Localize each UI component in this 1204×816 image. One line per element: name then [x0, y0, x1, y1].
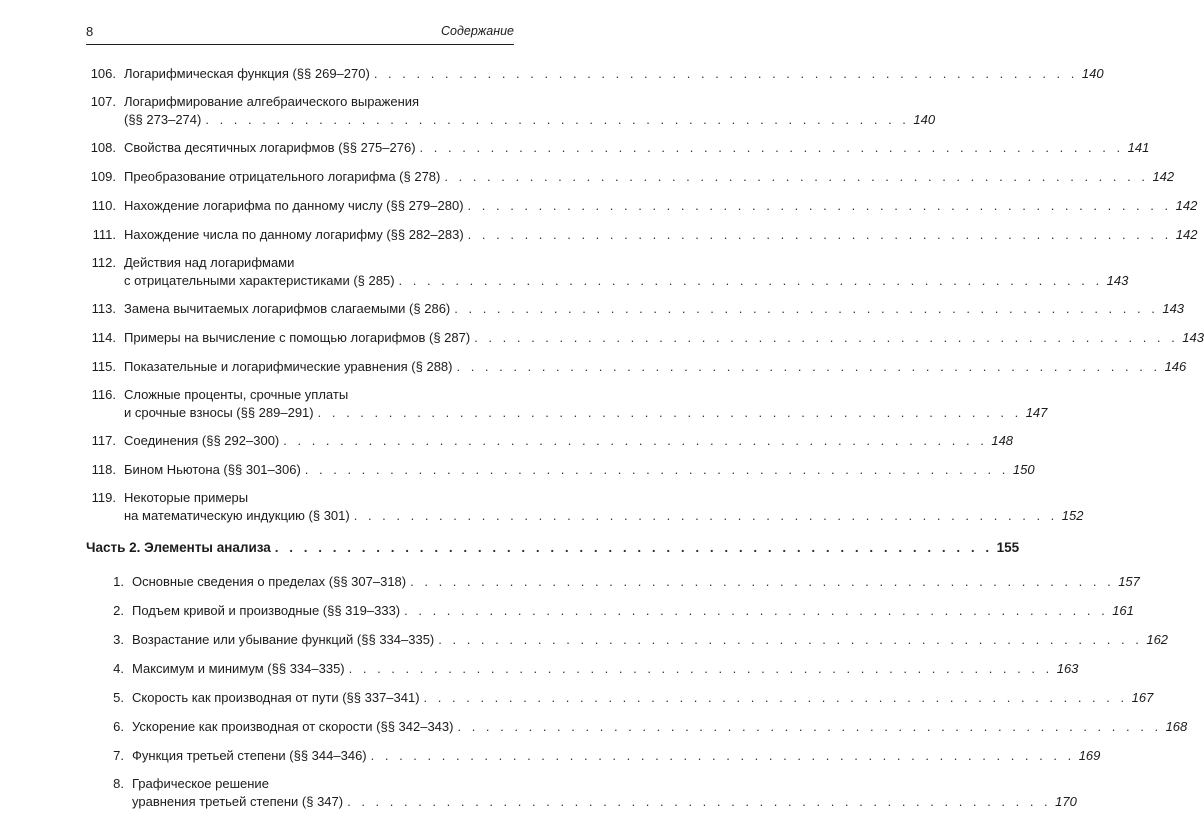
- entry-title-continued: уравнения третьей степени (§ 347): [132, 794, 344, 809]
- entry-page: 142: [1175, 198, 1198, 213]
- entry-page: 148: [991, 433, 1014, 448]
- leader-dots: . . . . . . . . . . . . . . . . . . . . . . . . . . . . . . . . . . . . . . . . . . . . . . . . . .: [419, 140, 1124, 155]
- entry-title: Примеры на вычисление с помощью логарифмов (§ 287): [124, 330, 471, 345]
- toc-sub-entry: [86, 742, 1101, 771]
- toc-sub-entry: [86, 597, 1134, 626]
- entry-title: Максимум и минимум (§§ 334–335): [132, 661, 345, 676]
- entry-page: 143: [1162, 301, 1185, 316]
- entry-title: Ускорение как производная от скорости (§§ 342–343): [132, 719, 454, 734]
- leader-dots: . . . . . . . . . . . . . . . . . . . . . . . . . . . . . . . . . . . . . . . . . . . . . . . . . .: [423, 690, 1128, 705]
- entry-title: Соединения (§§ 292–300): [124, 433, 280, 448]
- entry-title: Свойства десятичных логарифмов (§§ 275–276): [124, 140, 416, 155]
- leader-dots: . . . . . . . . . . . . . . . . . . . . . . . . . . . . . . . . . . . . . . . . . . . . . . . . . .: [444, 169, 1149, 184]
- toc-entry: [86, 134, 1150, 163]
- toc-sub-entry: [86, 771, 1077, 816]
- entry-title-continued: на математическую индукцию (§ 301): [124, 508, 350, 523]
- table-of-contents: [86, 60, 1204, 816]
- entry-title: Основные сведения о пределах (§§ 307–318): [132, 574, 407, 589]
- toc-entry: [86, 250, 1129, 295]
- entry-number: 118.: [91, 462, 116, 477]
- entry-title-continued: и срочные взносы (§§ 289–291): [124, 405, 314, 420]
- leader-dots: . . . . . . . . . . . . . . . . . . . . . . . . . . . . . . . . . . . . . . . . . . . . . . . . . .: [398, 273, 1103, 288]
- leader-dots: . . . . . . . . . . . . . . . . . . . . . . . . . . . . . . . . . . . . . . . . . . . . . . . . . .: [474, 330, 1179, 345]
- leader-dots: . . . . . . . . . . . . . . . . . . . . . . . . . . . . . . . . . . . . . . . . . . . . . . . . . .: [283, 433, 988, 448]
- toc-entry: [86, 163, 1175, 192]
- entry-page: 169: [1078, 748, 1101, 763]
- part-page: 155: [996, 540, 1020, 555]
- entry-page: 142: [1152, 169, 1175, 184]
- entry-page: 147: [1025, 405, 1048, 420]
- entry-page: 142: [1175, 227, 1198, 242]
- entry-number: 119.: [91, 490, 116, 505]
- leader-dots: . . . . . . . . . . . . . . . . . . . . . . . . . . . . . . . . . . . . . . . . . . . . . . . . . .: [347, 794, 1052, 809]
- leader-dots: . . . . . . . . . . . . . . . . . . . . . . . . . . . . . . . . . . . . . . . . . . . . . . . . . .: [454, 301, 1159, 316]
- leader-dots: . . . . . . . . . . . . . . . . . . . . . . . . . . . . . . . . . . . . . . . . . . . . . . . . . .: [353, 508, 1058, 523]
- toc-entry: [86, 89, 936, 134]
- toc-entry: [86, 427, 1014, 456]
- toc-sub-entry: [86, 684, 1154, 713]
- entry-page: 167: [1131, 690, 1154, 705]
- entry-page: 143: [1182, 330, 1204, 345]
- entry-number: 109.: [90, 169, 116, 184]
- leader-dots: . . . . . . . . . . . . . . . . . . . . . . . . . . . . . . . . . . . . . . . . . . . . . . . . . .: [205, 112, 910, 127]
- entry-title: Логарифмическая функция (§§ 269–270): [124, 66, 370, 81]
- entry-title: Подъем кривой и производные (§§ 319–333): [132, 603, 401, 618]
- leader-dots: . . . . . . . . . . . . . . . . . . . . . . . . . . . . . . . . . . . . . . . . . . . . . . . . . .: [317, 405, 1022, 420]
- leader-dots: . . . . . . . . . . . . . . . . . . . . . . . . . . . . . . . . . . . . . . . . . . . . . . . . . .: [373, 66, 1078, 81]
- toc-entry: [86, 324, 1204, 353]
- entry-number: 108.: [90, 140, 116, 155]
- entry-title: Нахождение логарифма по данному числу (§§ 279–280): [124, 198, 464, 213]
- part-title: Часть 2. Элементы анализа: [86, 540, 271, 555]
- entry-page: 143: [1106, 273, 1129, 288]
- leader-dots: . . . . . . . . . . . . . . . . . . . . . . . . . . . . . . . . . . . . . . . . . . . . . . . . . .: [467, 198, 1172, 213]
- entry-number: 7.: [113, 748, 124, 763]
- entry-number: 3.: [113, 632, 124, 647]
- entry-number: 2.: [113, 603, 124, 618]
- entry-title: Нахождение числа по данному логарифму (§§ 282–283): [124, 227, 464, 242]
- leader-dots: . . . . . . . . . . . . . . . . . . . . . . . . . . . . . . . . . . . . . . . . . . . . . . . . . .: [438, 632, 1143, 647]
- toc-sub-entry: [86, 626, 1169, 655]
- toc-entry: [86, 353, 1187, 382]
- entry-number: 117.: [91, 433, 116, 448]
- entry-title: Функция третьей степени (§§ 344–346): [132, 748, 367, 763]
- entry-page: 141: [1127, 140, 1150, 155]
- toc-entry: [86, 60, 1104, 89]
- entry-number: 5.: [113, 690, 124, 705]
- leader-dots: . . . . . . . . . . . . . . . . . . . . . . . . . . . . . . . . . . . . . . . . . . . . . . . . . .: [370, 748, 1075, 763]
- entry-page: 140: [1081, 66, 1104, 81]
- toc-sub-entry: [86, 655, 1079, 684]
- leader-dots: . . . . . . . . . . . . . . . . . . . . . . . . . . . . . . . . . . . . . . . . . . . . . . . . . .: [274, 540, 993, 555]
- entry-title: Возрастание или убывание функций (§§ 334–335): [132, 632, 435, 647]
- entry-number: 116.: [91, 387, 116, 402]
- leader-dots: . . . . . . . . . . . . . . . . . . . . . . . . . . . . . . . . . . . . . . . . . . . . . . . . . .: [467, 227, 1172, 242]
- toc-entry: [86, 192, 1198, 221]
- entry-title: Скорость как производная от пути (§§ 337–341): [132, 690, 420, 705]
- entry-page: 140: [913, 112, 936, 127]
- entry-number: 115.: [91, 359, 116, 374]
- toc-entry: [86, 221, 1198, 250]
- toc-entry: [86, 485, 1084, 530]
- leader-dots: . . . . . . . . . . . . . . . . . . . . . . . . . . . . . . . . . . . . . . . . . . . . . . . . . .: [410, 574, 1115, 589]
- entry-page: 150: [1012, 462, 1035, 477]
- entry-title-continued: с отрицательными характеристиками (§ 285): [124, 273, 395, 288]
- entry-number: 111.: [92, 227, 116, 242]
- entry-number: 107.: [90, 94, 116, 109]
- entry-title: Логарифмирование алгебраического выражения: [124, 94, 420, 109]
- toc-entry: [86, 382, 1048, 427]
- entry-title: Графическое решение: [132, 776, 269, 791]
- entry-page: 168: [1165, 719, 1188, 734]
- entry-title: Действия над логарифмами: [124, 255, 295, 270]
- leader-dots: . . . . . . . . . . . . . . . . . . . . . . . . . . . . . . . . . . . . . . . . . . . . . . . . . .: [456, 359, 1161, 374]
- leader-dots: . . . . . . . . . . . . . . . . . . . . . . . . . . . . . . . . . . . . . . . . . . . . . . . . . .: [404, 603, 1109, 618]
- entry-page: 152: [1061, 508, 1084, 523]
- entry-title: Замена вычитаемых логарифмов слагаемыми (§ 286): [124, 301, 451, 316]
- entry-page: 161: [1112, 603, 1134, 618]
- part-heading: [86, 534, 1020, 568]
- entry-number: 106.: [90, 66, 116, 81]
- entry-title: Бином Ньютона (§§ 301–306): [124, 462, 301, 477]
- entry-number: 114.: [91, 330, 116, 345]
- entry-number: 112.: [91, 255, 116, 270]
- toc-entry: [86, 295, 1185, 324]
- leader-dots: . . . . . . . . . . . . . . . . . . . . . . . . . . . . . . . . . . . . . . . . . . . . . . . . . .: [348, 661, 1053, 676]
- entry-number: 4.: [113, 661, 124, 676]
- entry-title: Сложные проценты, срочные уплаты: [124, 387, 349, 402]
- leader-dots: . . . . . . . . . . . . . . . . . . . . . . . . . . . . . . . . . . . . . . . . . . . . . . . . . .: [457, 719, 1162, 734]
- page-number: 8: [86, 24, 94, 39]
- entry-title: Показательные и логарифмические уравнения (§ 288): [124, 359, 453, 374]
- toc-sub-entry: [86, 713, 1188, 742]
- entry-page: 146: [1164, 359, 1187, 374]
- running-head: Содержание: [441, 24, 514, 38]
- entry-page: 157: [1118, 574, 1140, 589]
- entry-title-continued: (§§ 273–274): [124, 112, 202, 127]
- entry-number: 1.: [113, 574, 124, 589]
- entry-page: 163: [1056, 661, 1079, 676]
- entry-number: 110.: [91, 198, 116, 213]
- entry-number: 113.: [91, 301, 116, 316]
- entry-page: 170: [1055, 794, 1077, 809]
- leader-dots: . . . . . . . . . . . . . . . . . . . . . . . . . . . . . . . . . . . . . . . . . . . . . . . . . .: [304, 462, 1009, 477]
- entry-number: 6.: [113, 719, 124, 734]
- toc-entry: [86, 456, 1035, 485]
- page-header: [86, 22, 514, 45]
- toc-sub-entry: [86, 568, 1140, 597]
- entry-title: Преобразование отрицательного логарифма (§ 278): [124, 169, 441, 184]
- entry-page: 162: [1146, 632, 1169, 647]
- entry-title: Некоторые примеры: [124, 490, 249, 505]
- entry-number: 8.: [113, 776, 124, 791]
